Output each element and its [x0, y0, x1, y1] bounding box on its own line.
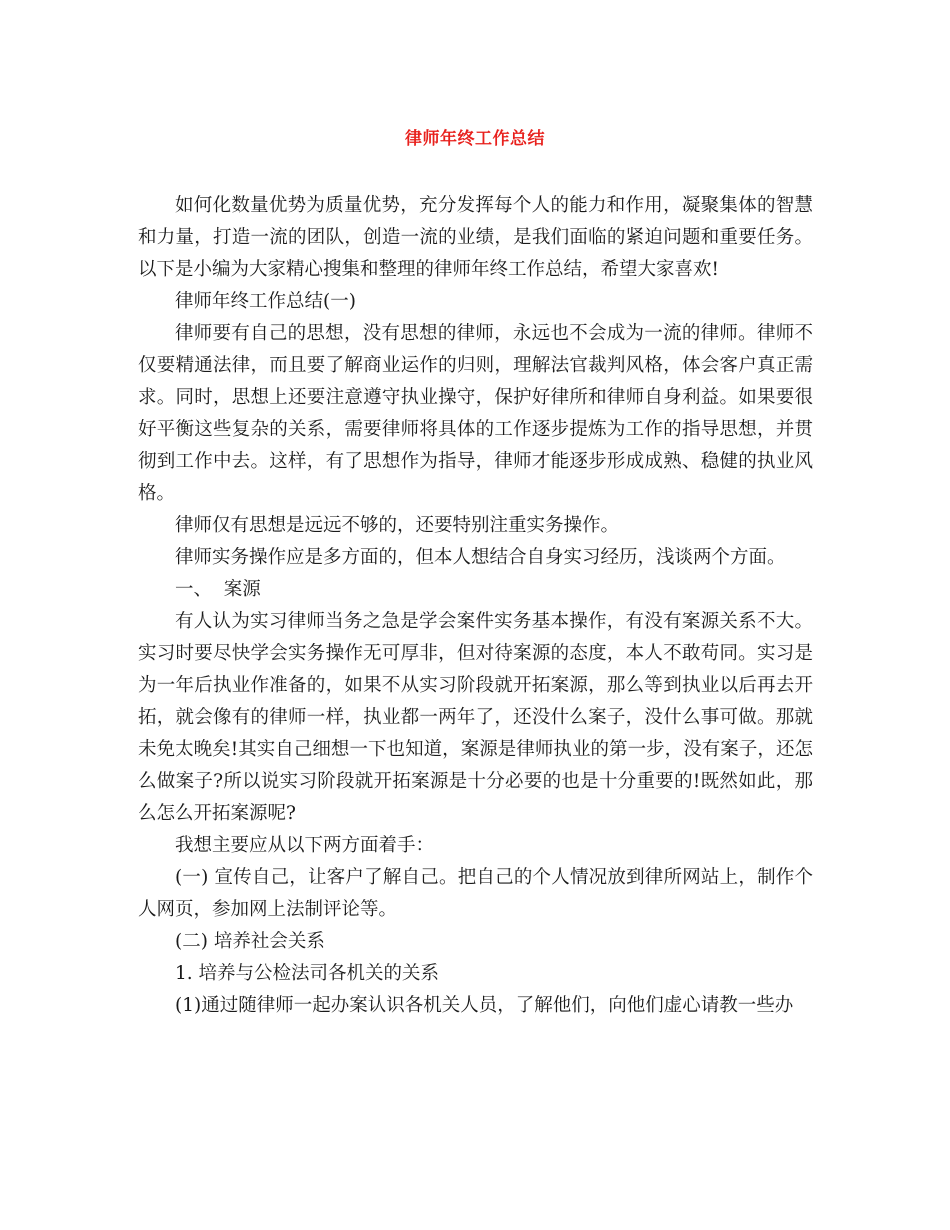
- section-heading: 律师年终工作总结(一): [175, 291, 356, 312]
- paragraph: 律师要有自己的思想，没有思想的律师，永远也不会成为一流的律师。律师不仅要精通法律，而且要了解商业运作的归则，理解法官裁判风格，体会客户真正需求。同时，思想上还要注意遵守执业操守，保护好律所和律师自身利益。如果要很好平衡这些复杂的关系，需要律师将具体的工作逐步提炼为工作的指导思想，并贯彻到工作中去。这样，有了思想作为指导，律师才能逐步形成成熟、稳健的执业风格。: [138, 323, 813, 504]
- list-item: (一) 宣传自己，让客户了解自己。把自己的个人情况放到律所网站上，制作个人网页，参加网上法制评论等。: [138, 867, 813, 920]
- paragraph-intro: 如何化数量优势为质量优势，充分发挥每个人的能力和作用，凝聚集体的智慧和力量，打造一流的团队，创造一流的业绩，是我们面临的紧迫问题和重要任务。以下是小编为大家精心搜集和整理的律师年终工作总结，希望大家喜欢!: [138, 195, 813, 280]
- section-heading: 一、 案源: [175, 579, 261, 600]
- paragraph: 有人认为实习律师当务之急是学会案件实务基本操作，有没有案源关系不大。实习时要尽快学会实务操作无可厚非，但对待案源的态度，本人不敢苟同。实习是为一年后执业作准备的，如果不从实习阶段就开拓案源，那么等到执业以后再去开拓，就会像有的律师一样，执业都一两年了，还没什么案子，没什么事可做。那就未免太晚矣!其实自己细想一下也知道，案源是律师执业的第一步，没有案子，还怎么做案子?所以说实习阶段就开拓案源是十分必要的也是十分重要的!既然如此，那么怎么开拓案源呢?: [138, 611, 813, 824]
- paragraph: 我想主要应从以下两方面着手：: [175, 835, 435, 856]
- document-body: [138, 190, 813, 1022]
- list-item: (二) 培养社会关系: [175, 931, 325, 952]
- list-item: 1. 培养与公检法司各机关的关系: [175, 963, 440, 984]
- paragraph: 律师仅有思想是远远不够的，还要特别注重实务操作。: [175, 515, 620, 536]
- document-title: 律师年终工作总结: [405, 129, 545, 149]
- list-item: (1)通过随律师一起办案认识各机关人员，了解他们，向他们虚心请教一些办: [175, 995, 794, 1016]
- paragraph: 律师实务操作应是多方面的，但本人想结合自身实习经历，浅谈两个方面。: [175, 547, 786, 568]
